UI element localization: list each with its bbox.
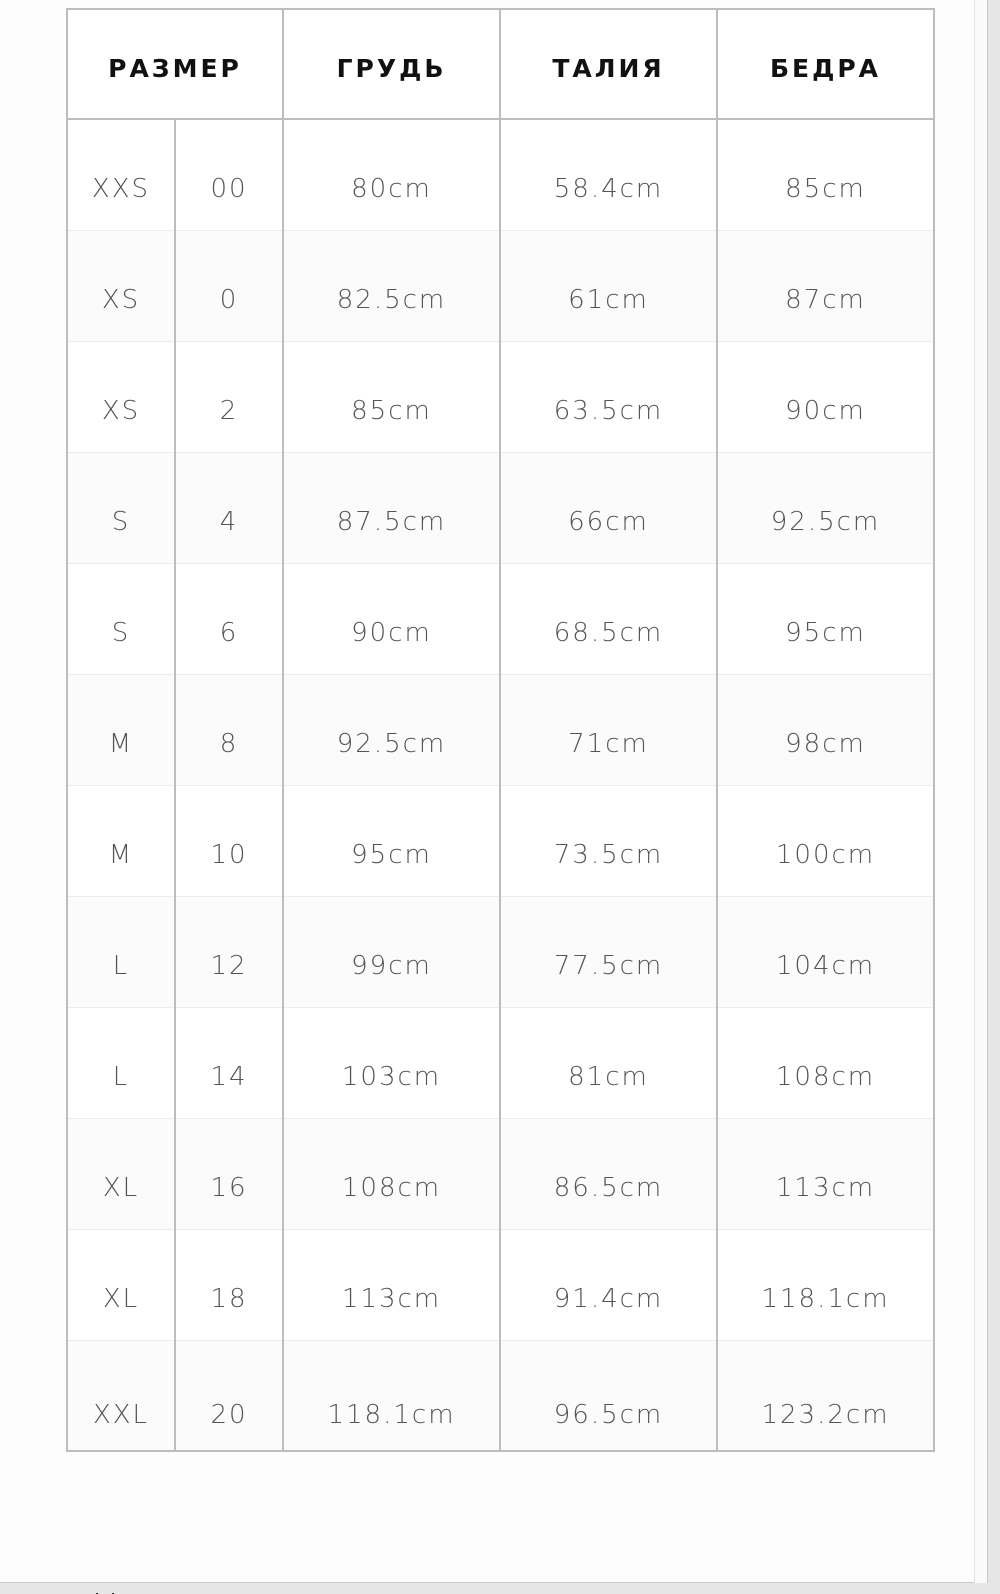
bust-value: 95cm	[283, 785, 500, 896]
hips-value: 98cm	[717, 674, 934, 785]
table-row	[67, 1229, 934, 1340]
size-chart-table	[66, 8, 935, 1452]
table-row	[67, 674, 934, 785]
size-letter: S	[67, 563, 175, 674]
bust-value: 108cm	[283, 1118, 500, 1229]
hips-value: 123.2cm	[717, 1340, 934, 1451]
bust-value: 118.1cm	[283, 1340, 500, 1451]
size-number: 18	[175, 1229, 283, 1340]
size-number: 20	[175, 1340, 283, 1451]
waist-value: 96.5cm	[500, 1340, 717, 1451]
header-hips: БЕДРА	[717, 9, 934, 119]
size-chart-body	[67, 119, 934, 1451]
bust-value: 82.5cm	[283, 230, 500, 341]
waist-value: 66cm	[500, 452, 717, 563]
bust-value: 99cm	[283, 896, 500, 1007]
table-row	[67, 563, 934, 674]
size-letter: XL	[67, 1118, 175, 1229]
size-number: 10	[175, 785, 283, 896]
size-chart-container	[66, 8, 933, 1452]
waist-value: 71cm	[500, 674, 717, 785]
size-letter: M	[67, 785, 175, 896]
size-number: 14	[175, 1007, 283, 1118]
size-letter: XXS	[67, 119, 175, 230]
size-letter: M	[67, 674, 175, 785]
waist-value: 91.4cm	[500, 1229, 717, 1340]
size-number: 16	[175, 1118, 283, 1229]
hips-value: 104cm	[717, 896, 934, 1007]
hips-value: 90cm	[717, 341, 934, 452]
size-number: 12	[175, 896, 283, 1007]
hips-value: 92.5cm	[717, 452, 934, 563]
waist-value: 73.5cm	[500, 785, 717, 896]
bust-value: 90cm	[283, 563, 500, 674]
waist-value: 63.5cm	[500, 341, 717, 452]
waist-value: 61cm	[500, 230, 717, 341]
size-number: 00	[175, 119, 283, 230]
hips-value: 118.1cm	[717, 1229, 934, 1340]
waist-value: 77.5cm	[500, 896, 717, 1007]
table-row	[67, 1118, 934, 1229]
bust-value: 85cm	[283, 341, 500, 452]
size-letter: XXL	[67, 1340, 175, 1451]
hips-value: 85cm	[717, 119, 934, 230]
size-letter: XL	[67, 1229, 175, 1340]
waist-value: 86.5cm	[500, 1118, 717, 1229]
size-letter: S	[67, 452, 175, 563]
size-letter: XS	[67, 230, 175, 341]
waist-value: 68.5cm	[500, 563, 717, 674]
header-bust: ГРУДЬ	[283, 9, 500, 119]
hips-value: 108cm	[717, 1007, 934, 1118]
header-size: РАЗМЕР	[67, 9, 283, 119]
hips-value: 100cm	[717, 785, 934, 896]
scrollbar[interactable]	[974, 0, 987, 1583]
underlying-page-text	[96, 1586, 496, 1594]
bust-value: 113cm	[283, 1229, 500, 1340]
waist-value: 58.4cm	[500, 119, 717, 230]
header-row	[67, 9, 934, 119]
hips-value: 113cm	[717, 1118, 934, 1229]
header-waist: ТАЛИЯ	[500, 9, 717, 119]
size-number: 2	[175, 341, 283, 452]
table-row	[67, 1340, 934, 1451]
waist-value: 81cm	[500, 1007, 717, 1118]
size-letter: XS	[67, 341, 175, 452]
size-number: 6	[175, 563, 283, 674]
table-row	[67, 452, 934, 563]
size-number: 0	[175, 230, 283, 341]
table-row	[67, 896, 934, 1007]
table-row	[67, 230, 934, 341]
table-row	[67, 1007, 934, 1118]
bust-value: 103cm	[283, 1007, 500, 1118]
table-row	[67, 119, 934, 230]
bust-value: 80cm	[283, 119, 500, 230]
hips-value: 87cm	[717, 230, 934, 341]
hips-value: 95cm	[717, 563, 934, 674]
table-row	[67, 341, 934, 452]
size-number: 4	[175, 452, 283, 563]
bust-value: 92.5cm	[283, 674, 500, 785]
size-letter: L	[67, 1007, 175, 1118]
bust-value: 87.5cm	[283, 452, 500, 563]
size-number: 8	[175, 674, 283, 785]
size-letter: L	[67, 896, 175, 1007]
table-row	[67, 785, 934, 896]
